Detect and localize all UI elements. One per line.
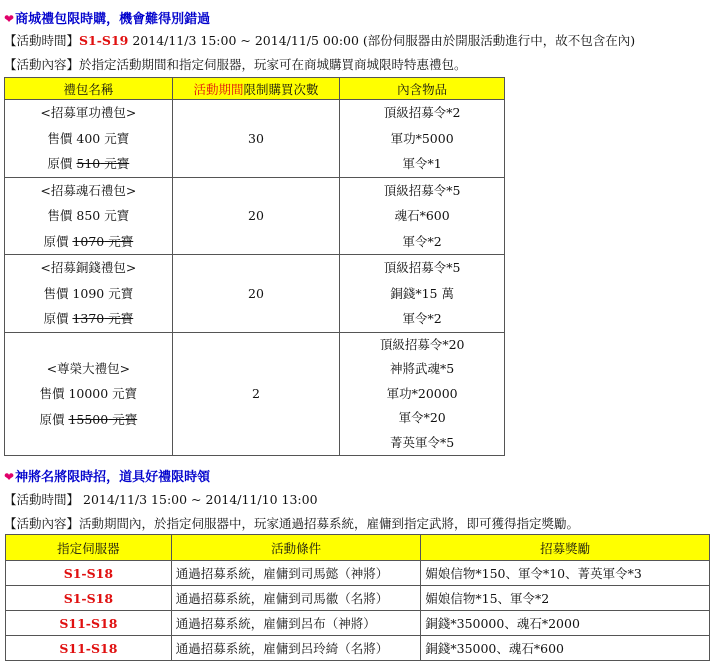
content-item: 頂級招募令*5 [383, 260, 461, 275]
condition-text: 通過招募系統，雇傭到司馬懿（神將） [171, 561, 421, 586]
reward-table-header [6, 535, 710, 561]
section2-heading [4, 466, 210, 485]
gift-pack-table [4, 77, 505, 456]
server-range: S11-S18 [6, 611, 172, 636]
content-item: 軍功*20000 [386, 385, 458, 401]
header-condition: 活動條件 [171, 535, 421, 561]
content-item: 頂級招募令*2 [383, 105, 461, 120]
reward-text: 銅錢*350000、魂石*2000 [421, 611, 710, 636]
orig-value: 510 [76, 156, 101, 171]
time-text: 2014/11/3 15:00 ~ 2014/11/5 00:00 (部份伺服器由於開服活動進行中，故不包含在內) [128, 33, 636, 48]
orig-suffix: 元寶 [104, 311, 134, 326]
condition-text: 通過招募系統，雇傭到呂布（神將） [171, 611, 421, 636]
pack-original-price [5, 407, 172, 433]
content-label: 【活動內容】 [4, 516, 80, 531]
content-item: 軍功*5000 [390, 130, 454, 146]
time-text: 2014/11/3 15:00 ~ 2014/11/10 13:00 [79, 492, 318, 507]
table-row [5, 177, 505, 255]
content-item: 神將武魂*5 [390, 361, 455, 376]
pack-price: 售價 1090 元寶 [43, 285, 134, 301]
table-row [6, 586, 710, 611]
time-servers: S1-S19 [79, 33, 129, 48]
heart-icon: ❤ [4, 12, 15, 26]
table-row [5, 255, 505, 333]
orig-suffix: 元寶 [104, 233, 134, 249]
pack-price: 售價 400 元寶 [47, 130, 130, 146]
content-item: 頂級招募令*5 [383, 182, 461, 198]
content-label: 【活動內容】 [4, 57, 80, 72]
pack-name-cell [5, 177, 173, 255]
header-contents: 內含物品 [340, 78, 505, 100]
content-item: 菁英軍令*5 [390, 434, 455, 450]
pack-original-price [5, 229, 172, 255]
table-row [5, 332, 505, 456]
purchase-limit: 30 [172, 100, 340, 178]
time-label: 【活動時間】 [4, 33, 80, 48]
section1-time [4, 31, 635, 49]
table-row [5, 100, 505, 178]
server-range: S1-S18 [6, 586, 172, 611]
server-range: S11-S18 [6, 636, 172, 661]
header-limit-rest: 限制購買次數 [243, 81, 319, 97]
content-item: 頂級招募令*20 [379, 336, 465, 352]
table-row [6, 611, 710, 636]
pack-name-cell [5, 332, 173, 456]
content-item: 軍令*1 [402, 156, 442, 171]
section1-heading-text: 商城禮包限時購，機會難得別錯過 [15, 12, 211, 27]
orig-prefix: 原價 [43, 233, 73, 249]
reward-text: 媚娘信物*150、軍令*10、菁英軍令*3 [421, 561, 710, 586]
orig-value: 1370 [72, 311, 105, 326]
pack-name-cell [5, 255, 173, 333]
orig-prefix: 原價 [43, 311, 73, 326]
pack-price: 售價 850 元寶 [47, 208, 130, 223]
orig-value: 1070 [72, 233, 105, 249]
section1-content [4, 55, 467, 73]
orig-value: 15500 [68, 411, 109, 427]
reward-text: 媚娘信物*15、軍令*2 [421, 586, 710, 611]
reward-text: 銅錢*35000、魂石*600 [421, 636, 710, 661]
content-text: 活動期間內，於指定伺服器中，玩家通過招募系統，雇傭到指定武將，即可獲得指定獎勵。 [79, 516, 580, 531]
table-row [6, 561, 710, 586]
recruit-reward-table [5, 534, 710, 661]
heart-icon: ❤ [4, 470, 15, 484]
pack-price: 售價 10000 元寶 [39, 386, 138, 401]
condition-text: 通過招募系統，雇傭到呂玲綺（名將） [171, 636, 421, 661]
content-item: 軍令*20 [398, 410, 446, 425]
section2-content [4, 514, 579, 532]
pack-name: <招募銅錢禮包> [40, 260, 137, 275]
gift-table-header [5, 78, 505, 100]
header-limit-red: 活動期間 [193, 81, 244, 97]
pack-name: <招募魂石禮包> [40, 182, 137, 198]
content-item: 軍令*2 [402, 311, 442, 326]
content-item: 魂石*600 [394, 208, 450, 223]
content-item: 銅錢*15 萬 [390, 285, 454, 301]
orig-prefix: 原價 [47, 156, 77, 171]
orig-suffix: 元寶 [108, 411, 138, 427]
pack-original-price [5, 151, 172, 177]
section2-time [4, 490, 318, 508]
header-server: 指定伺服器 [6, 535, 172, 561]
orig-prefix: 原價 [39, 411, 69, 427]
section1-heading [4, 8, 210, 27]
header-pack-name: 禮包名稱 [5, 78, 173, 100]
pack-name: <尊榮大禮包> [46, 360, 131, 376]
purchase-limit: 2 [172, 332, 340, 456]
contents-cell [340, 255, 505, 333]
header-purchase-limit [172, 78, 340, 100]
purchase-limit: 20 [172, 177, 340, 255]
condition-text: 通過招募系統，雇傭到司馬徽（名將） [171, 586, 421, 611]
content-item: 軍令*2 [402, 233, 442, 249]
content-text: 於指定活動期間和指定伺服器，玩家可在商城購買商城限時特惠禮包。 [79, 57, 467, 72]
server-range: S1-S18 [6, 561, 172, 586]
time-label: 【活動時間】 [4, 492, 80, 507]
header-reward: 招募獎勵 [421, 535, 710, 561]
contents-cell [340, 100, 505, 178]
pack-original-price [5, 306, 172, 332]
contents-cell [340, 177, 505, 255]
pack-name: <招募軍功禮包> [40, 105, 137, 120]
table-row [6, 636, 710, 661]
purchase-limit: 20 [172, 255, 340, 333]
contents-cell [340, 332, 505, 456]
section2-heading-text: 神將名將限時招，道具好禮限時領 [15, 470, 211, 485]
orig-suffix: 元寶 [100, 156, 130, 171]
pack-name-cell [5, 100, 173, 178]
